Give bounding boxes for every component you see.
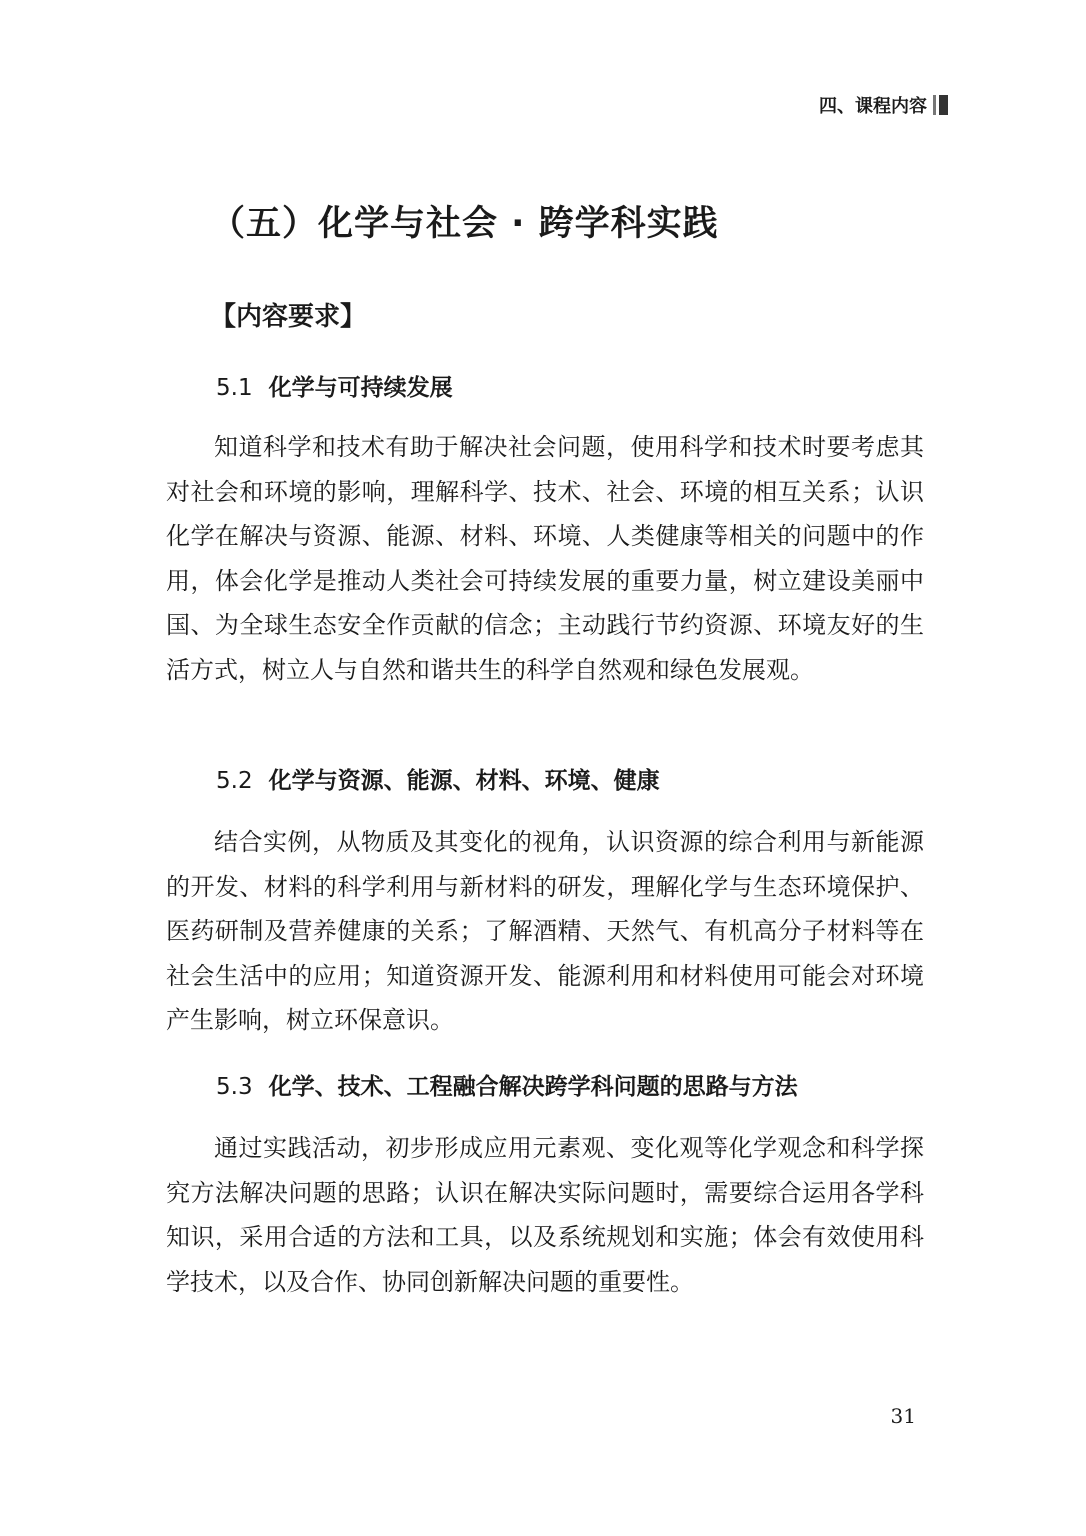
header-bars-icon [933,95,948,115]
requirements-title: 【内容要求】 [210,302,367,332]
paragraph-5-3: 通过实践活动，初步形成应用元素观、变化观等化学观念和科学探究方法解决问题的思路；认识在解决实际问题时，需要综合运用各学科知识，采用合适的方法和工具，以及系统规划和实施；体会有效使用科学技术，以及合作、协同创新解决问题的重要性。 [166,1134,924,1296]
chapter-header: 四、课程内容 [819,96,927,117]
header-bar-thin [933,95,936,115]
subsection-heading-5-1 [216,369,453,402]
subsection-title: 化学、技术、工程融合解决跨学科问题的思路与方法 [268,1074,798,1100]
subsection-number: 5.3 [216,1074,253,1100]
paragraph-5-2: 结合实例，从物质及其变化的视角，认识资源的综合利用与新能源的开发、材料的科学利用与新材料的研发，理解化学与生态环境保护、医药研制及营养健康的关系；了解酒精、天然气、有机高分子材料等在社会生活中的应用；知道资源开发、能源利用和材料使用可能会对环境产生影响，树立环保意识。 [166,828,924,1034]
subsection-heading-5-3 [216,1068,798,1101]
subsection-title: 化学与资源、能源、材料、环境、健康 [268,768,660,794]
subsection-title: 化学与可持续发展 [268,375,453,401]
paragraph-5-1: 知道科学和技术有助于解决社会问题，使用科学和技术时要考虑其对社会和环境的影响，理解科学、技术、社会、环境的相互关系；认识化学在解决与资源、能源、材料、环境、人类健康等相关的问题中的作用，体会化学是推动人类社会可持续发展的重要力量，树立建设美丽中国、为全球生态安全作贡献的信念；主动践行节约资源、环境友好的生活方式，树立人与自然和谐共生的科学自然观和绿色发展观。 [166,433,924,684]
running-header [819,92,948,118]
subsection-number: 5.2 [216,768,253,794]
subsection-number: 5.1 [216,375,253,401]
section-title: （五）化学与社会 · 跨学科实践 [210,204,719,244]
subsection-heading-5-2 [216,762,660,795]
header-bar-thick [939,95,948,115]
page-number: 31 [890,1404,916,1428]
